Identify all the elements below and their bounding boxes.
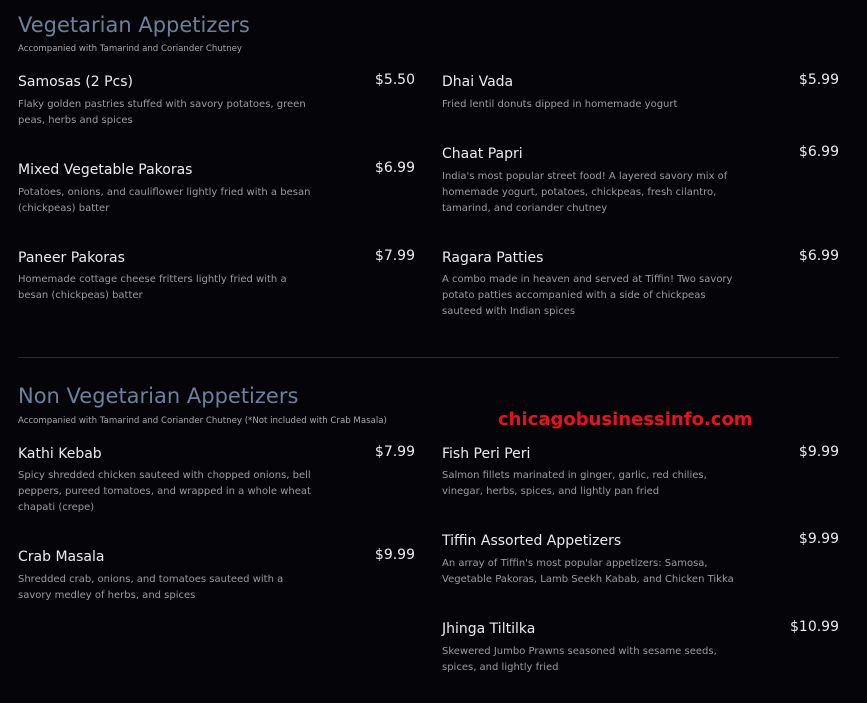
menu-item-description: Flaky golden pastries stuffed with savory potatoes, green peas, herbs and spices (18, 99, 306, 126)
menu-item-price: $5.50 (374, 72, 415, 88)
menu-item-description: Shredded crab, onions, and tomatoes sauteed with a savory medley of herbs, and spices (18, 574, 284, 601)
menu-item-price: $9.99 (374, 547, 415, 563)
menu-item-name: Kathi Kebab (18, 446, 102, 462)
menu-item-description: India's most popular street food! A layered savory mix of homemade yogurt, potatoes, chickpeas, fresh cilantro, tamarind, and coriander chutney (442, 171, 728, 214)
veg-section-title: Vegetarian Appetizers (18, 13, 250, 37)
menu-item-name: Dhai Vada (442, 74, 514, 90)
menu-item-description: Spicy shredded chicken sauteed with chopped onions, bell peppers, pureed tomatoes, and wrapped in a whole wheat chapati (crepe) (18, 470, 311, 513)
menu-item-name: Ragara Patties (442, 250, 544, 266)
nonveg-section-title: Non Vegetarian Appetizers (18, 384, 299, 408)
menu-item-price: $9.99 (798, 531, 839, 547)
menu-item-description: An array of Tiffin's most popular appetizers: Samosa, Vegetable Pakoras, Lamb Seekh Kabab, and Chicken Tikka (442, 558, 734, 585)
section-divider (18, 357, 839, 358)
menu-item-name: Tiffin Assorted Appetizers (442, 533, 622, 549)
menu-item-description: Salmon fillets marinated in ginger, garlic, red chilies, vinegar, herbs, spices, and lightly pan fried (442, 470, 707, 497)
menu-item-price: $7.99 (374, 248, 415, 264)
menu-item-name: Samosas (2 Pcs) (18, 74, 134, 90)
menu-item-price: $5.99 (798, 72, 839, 88)
menu-item-name: Chaat Papri (442, 146, 523, 162)
menu-item-name: Fish Peri Peri (442, 446, 531, 462)
menu-item-price: $6.99 (798, 248, 839, 264)
menu-item-price: $6.99 (798, 144, 839, 160)
menu-item-description: Skewered Jumbo Prawns seasoned with sesame seeds, spices, and lightly fried (442, 646, 717, 673)
menu-item-name: Paneer Pakoras (18, 250, 125, 266)
menu-item-name: Mixed Vegetable Pakoras (18, 162, 193, 178)
veg-section-subtitle: Accompanied with Tamarind and Coriander Chutney (18, 44, 242, 54)
menu-item-description: Potatoes, onions, and cauliflower lightly fried with a besan (chickpeas) batter (18, 187, 311, 214)
menu-item-price: $9.99 (798, 444, 839, 460)
menu-item-description: Homemade cottage cheese fritters lightly fried with a besan (chickpeas) batter (18, 274, 287, 301)
nonveg-section-subtitle: Accompanied with Tamarind and Coriander Chutney (*Not included with Crab Masala) (18, 416, 387, 426)
menu-item-price: $6.99 (374, 160, 415, 176)
menu-item-description: Fried lentil donuts dipped in homemade yogurt (442, 99, 678, 110)
menu-item-description: A combo made in heaven and served at Tiffin! Two savory potato patties accompanied with a side of chickpeas sauteed with Indian spices (442, 274, 733, 317)
menu-item-price: $10.99 (790, 619, 839, 635)
menu-item-price: $7.99 (374, 444, 415, 460)
menu-item-name: Jhinga Tiltilka (442, 621, 536, 637)
menu-item-name: Crab Masala (18, 549, 105, 565)
watermark-text: chicagobusinessinfo.com (498, 409, 753, 430)
